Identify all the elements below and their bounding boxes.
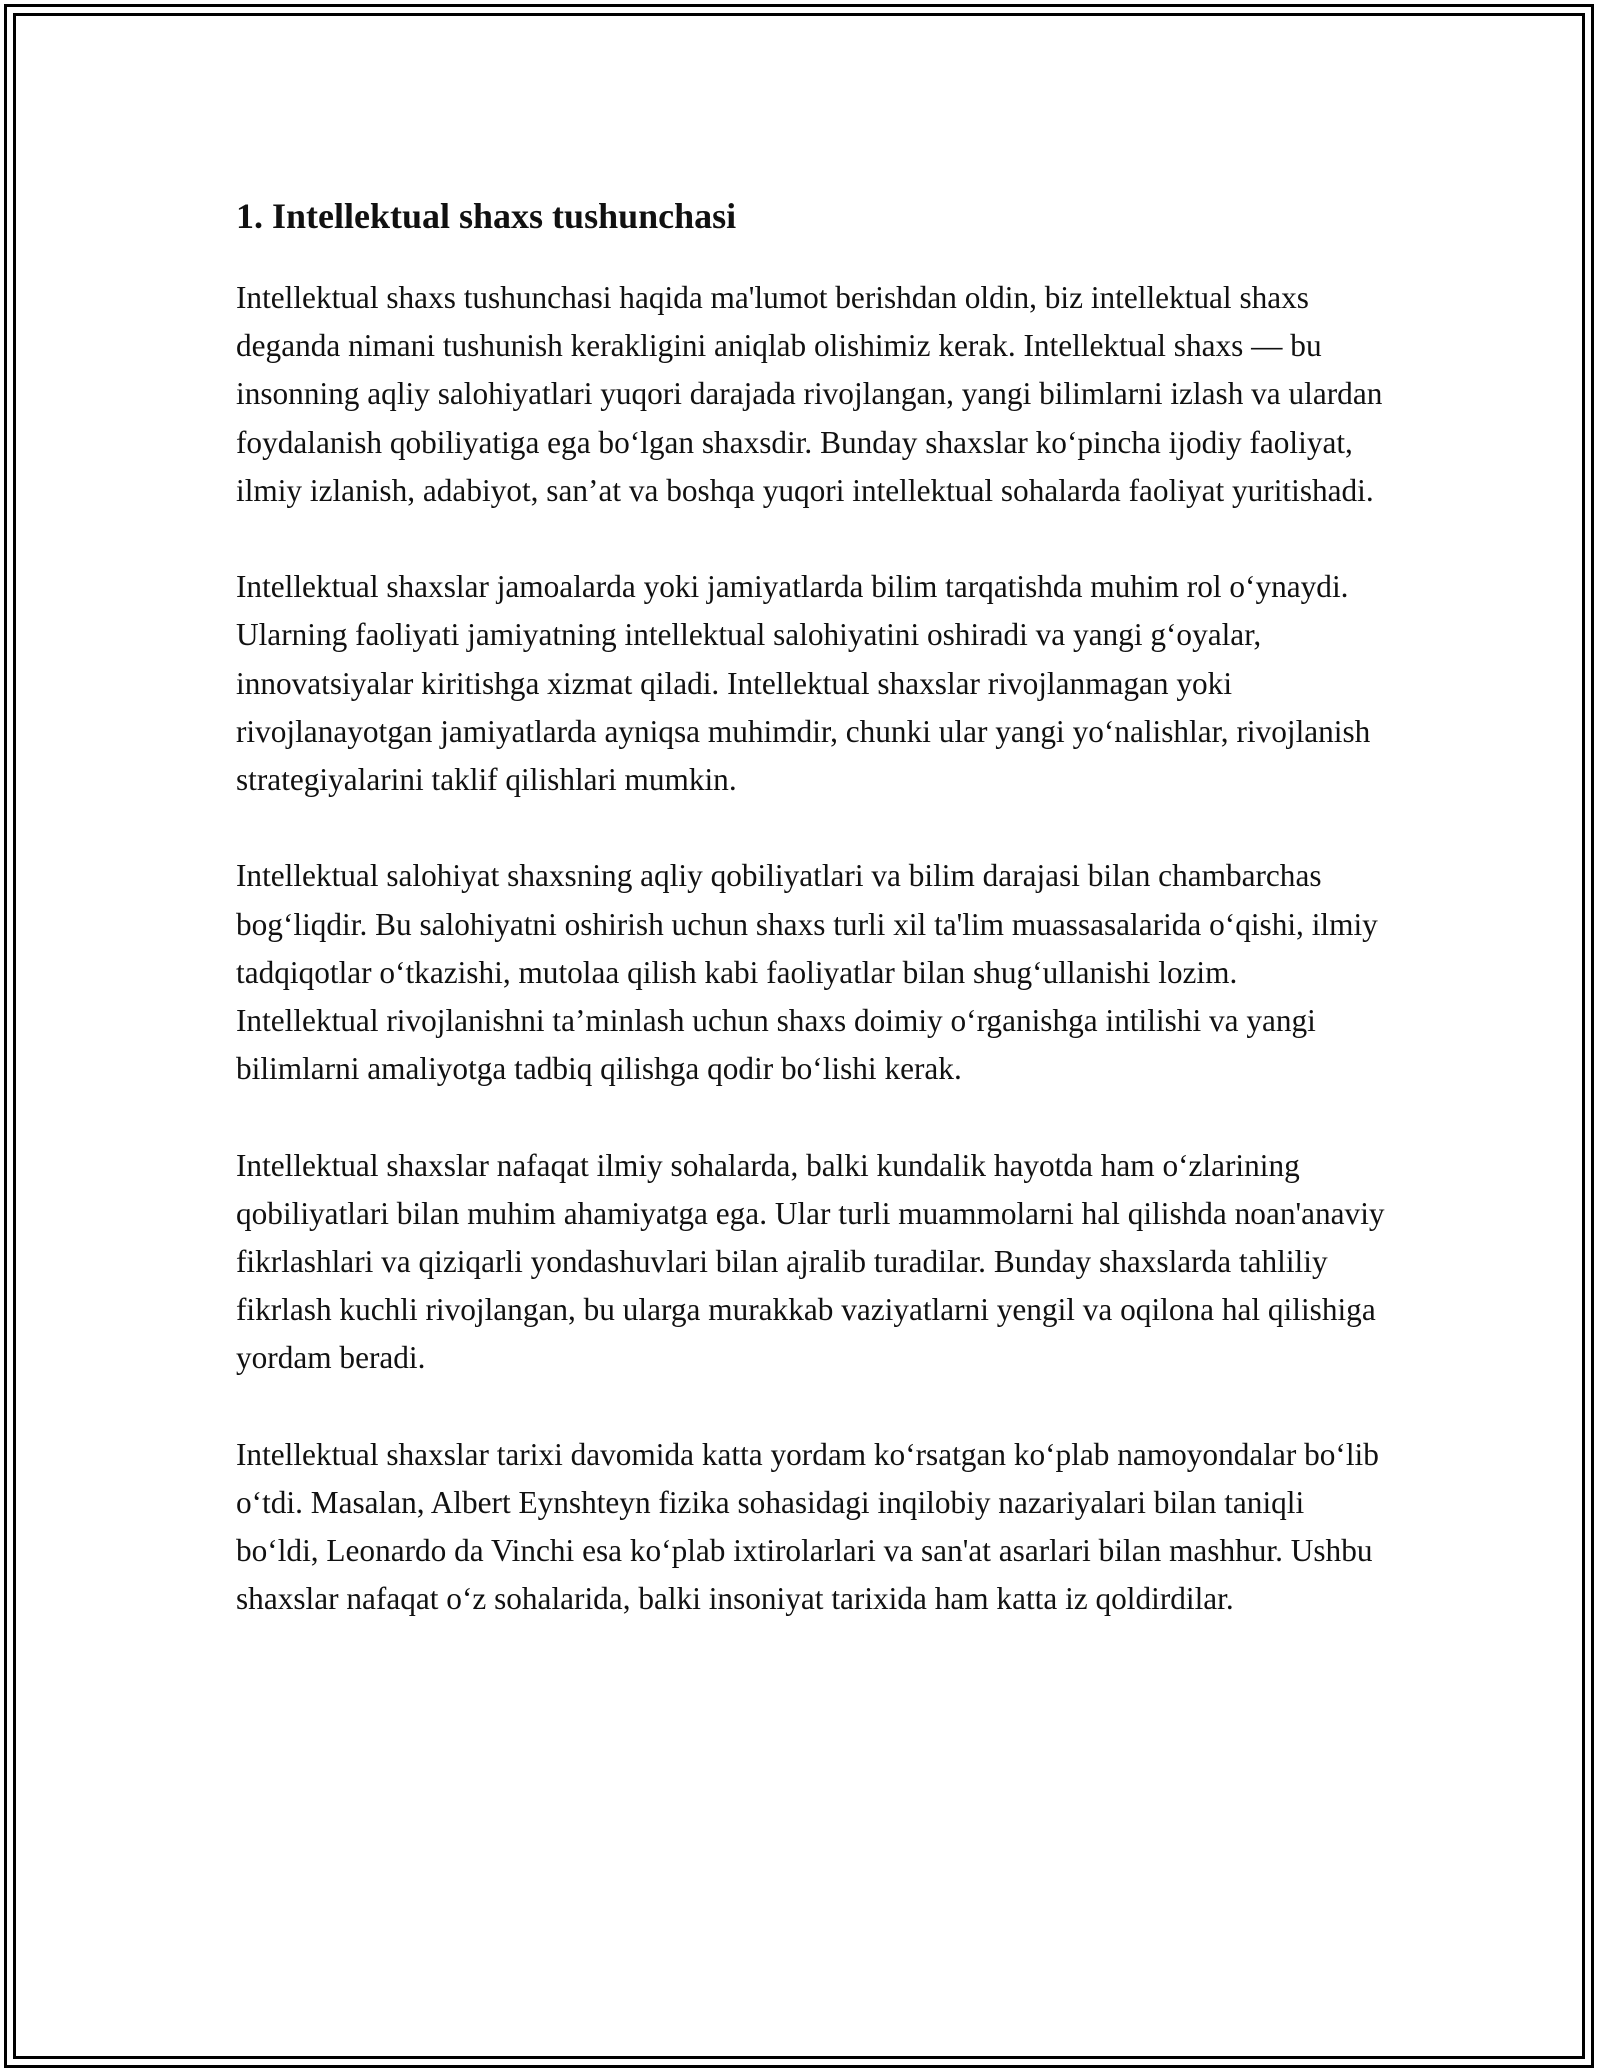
- paragraph-3: Intellektual salohiyat shaxsning aqliy qobiliyatlari va bilim darajasi bilan chambarchas bog‘liqdir. Bu salohiyatni oshirish uchun shaxs turli xil ta'lim muassasalarida o‘qishi, ilmiy tadqiqotlar o‘tkazishi, mutolaa qilish kabi faoliyatlar bilan shug‘ullanishi lozim. Intellektual rivojlanishni ta’minlash uchun shaxs doimiy o‘rganishga intilishi va yangi bilimlarni amaliyotga tadbiq qilishga qodir bo‘lishi kerak.: [236, 858, 1378, 1087]
- paragraph-4: Intellektual shaxslar nafaqat ilmiy sohalarda, balki kundalik hayotda ham o‘zlarining qobiliyatlari bilan muhim ahamiyatga ega. Ular turli muammolarni hal qilishda noan'anaviy fikrlashlari va qiziqarli yondashuvlari bilan ajralib turadilar. Bunday shaxslarda tahliliy fikrlash kuchli rivojlangan, bu ularga murakkab vaziyatlarni yengil va oqilona hal qilishiga yordam beradi.: [236, 1147, 1385, 1376]
- section-heading: 1. Intellektual shaxs tushunchasi: [236, 196, 737, 236]
- paragraph-5: Intellektual shaxslar tarixi davomida katta yordam ko‘rsatgan ko‘plab namoyondalar bo‘lib o‘tdi. Masalan, Albert Eynshteyn fizika sohasidagi inqilobiy nazariyalari bilan taniqli bo‘ldi, Leonardo da Vinchi esa ko‘plab ixtirolarlari va san'at asarlari bilan mashhur. Ushbu shaxslar nafaqat o‘z sohalarida, balki insoniyat tarixida ham katta iz qoldirdilar.: [236, 1436, 1379, 1617]
- document-body: [236, 188, 1386, 1672]
- paragraph-1: Intellektual shaxs tushunchasi haqida ma'lumot berishdan oldin, biz intellektual shaxs deganda nimani tushunish kerakligini aniqlab olishimiz kerak. Intellektual shaxs — bu insonning aqliy salohiyatlari yuqori darajada rivojlangan, yangi bilimlarni izlash va ulardan foydalanish qobiliyatiga ega bo‘lgan shaxsdir. Bunday shaxslar ko‘pincha ijodiy faoliyat, ilmiy izlanish, adabiyot, san’at va boshqa yuqori intellektual sohalarda faoliyat yuritishadi.: [236, 280, 1383, 508]
- paragraph-2: Intellektual shaxslar jamoalarda yoki jamiyatlarda bilim tarqatishda muhim rol o‘ynaydi. Ularning faoliyati jamiyatning intellektual salohiyatini oshiradi va yangi g‘oyalar, innovatsiyalar kiritishga xizmat qiladi. Intellektual shaxslar rivojlanmagan yoki rivojlanayotgan jamiyatlarda ayniqsa muhimdir, chunki ular yangi yo‘nalishlar, rivojlanish strategiyalarini taklif qilishlari mumkin.: [236, 569, 1371, 798]
